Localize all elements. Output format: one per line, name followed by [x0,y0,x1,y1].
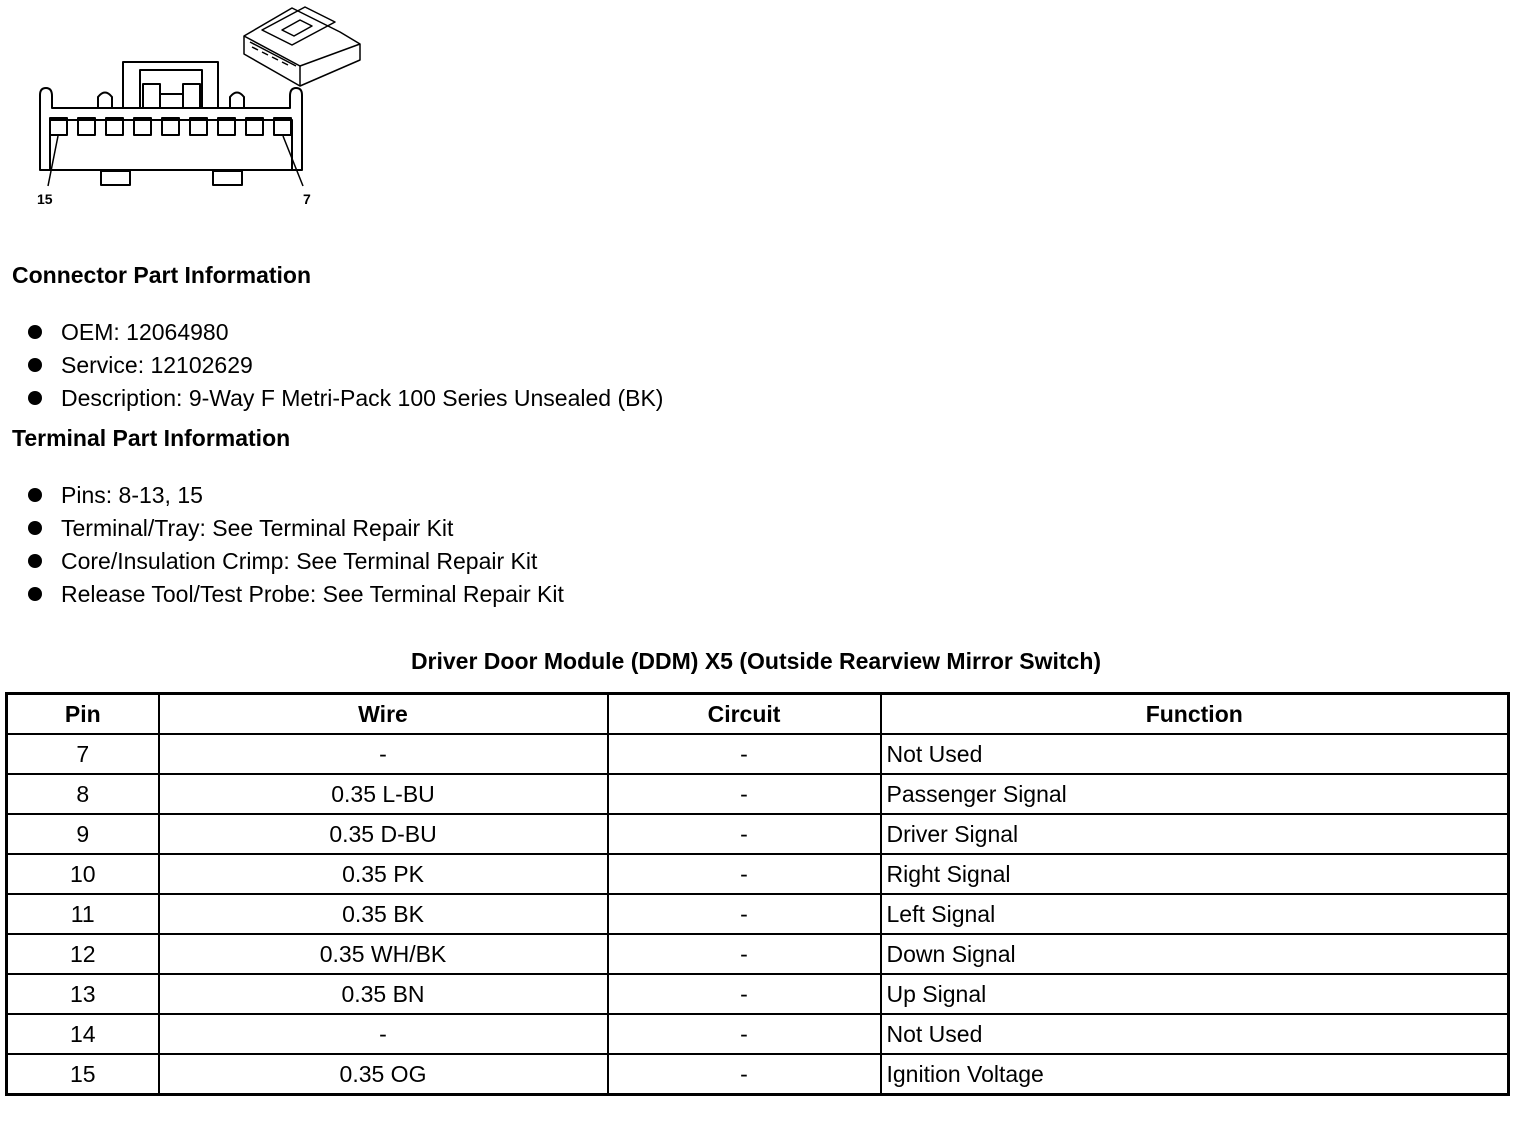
pin-label-7: 7 [303,191,311,207]
cell-circuit: - [608,734,881,774]
connector-tab [230,93,244,109]
header-circuit: Circuit [608,694,881,735]
bullet-icon [28,554,42,568]
list-item: Release Tool/Test Probe: See Terminal Repair Kit [28,578,564,611]
table-caption: Driver Door Module (DDM) X5 (Outside Rearview Mirror Switch) [410,648,1102,674]
cell-function: Not Used [881,1014,1509,1054]
terminal-info-list [28,479,564,611]
table-row [7,1014,1509,1054]
cell-function: Down Signal [881,934,1509,974]
connector-info-title: Connector Part Information [12,262,312,288]
bullet-icon [28,587,42,601]
cell-wire: 0.35 PK [159,854,608,894]
connector-diagram [0,0,380,215]
cell-pin: 11 [7,894,159,934]
cell-function: Right Signal [881,854,1509,894]
bullet-icon [28,488,42,502]
cell-circuit: - [608,1054,881,1095]
header-pin: Pin [7,694,159,735]
connector-foot [101,171,130,185]
cell-wire: 0.35 L-BU [159,774,608,814]
cell-circuit: - [608,894,881,934]
cell-wire: 0.35 BN [159,974,608,1014]
cell-circuit: - [608,934,881,974]
list-item: Terminal/Tray: See Terminal Repair Kit [28,512,564,545]
cell-wire: - [159,1014,608,1054]
list-item: Service: 12102629 [28,349,663,382]
cell-function: Ignition Voltage [881,1054,1509,1095]
cell-circuit: - [608,814,881,854]
table-row [7,854,1509,894]
list-item: Description: 9-Way F Metri-Pack 100 Series Unsealed (BK) [28,382,663,415]
list-item: Pins: 8-13, 15 [28,479,564,512]
cell-wire: 0.35 OG [159,1054,608,1095]
bullet-icon [28,358,42,372]
cell-pin: 9 [7,814,159,854]
pin-label-15: 15 [37,191,53,207]
cell-function: Passenger Signal [881,774,1509,814]
table-row [7,734,1509,774]
connector-foot [213,171,242,185]
table-row [7,814,1509,854]
table-header-row [7,694,1509,735]
table-row [7,974,1509,1014]
bullet-icon [28,521,42,535]
cell-pin: 7 [7,734,159,774]
cell-pin: 13 [7,974,159,1014]
cell-pin: 10 [7,854,159,894]
connector-info-list [28,316,663,415]
header-wire: Wire [159,694,608,735]
connector-lock-housing [123,62,218,108]
cell-function: Left Signal [881,894,1509,934]
table-row [7,894,1509,934]
table-row [7,1054,1509,1095]
connector-tab [98,93,112,109]
cell-circuit: - [608,854,881,894]
table-row [7,934,1509,974]
cell-pin: 15 [7,1054,159,1095]
list-item: Core/Insulation Crimp: See Terminal Repair Kit [28,545,564,578]
cell-pin: 8 [7,774,159,814]
bullet-icon [28,325,42,339]
pinout-table [5,692,1510,1096]
cell-function: Driver Signal [881,814,1509,854]
cell-wire: 0.35 BK [159,894,608,934]
cell-pin: 12 [7,934,159,974]
cell-wire: - [159,734,608,774]
cell-circuit: - [608,974,881,1014]
cell-pin: 14 [7,1014,159,1054]
cell-wire: 0.35 D-BU [159,814,608,854]
list-item: OEM: 12064980 [28,316,663,349]
terminal-info-title: Terminal Part Information [12,425,291,451]
bullet-icon [28,391,42,405]
table-row [7,774,1509,814]
cell-circuit: - [608,774,881,814]
connector-thumbnail [244,7,360,86]
cell-wire: 0.35 WH/BK [159,934,608,974]
cell-function: Not Used [881,734,1509,774]
cell-circuit: - [608,1014,881,1054]
cell-function: Up Signal [881,974,1509,1014]
header-function: Function [881,694,1509,735]
